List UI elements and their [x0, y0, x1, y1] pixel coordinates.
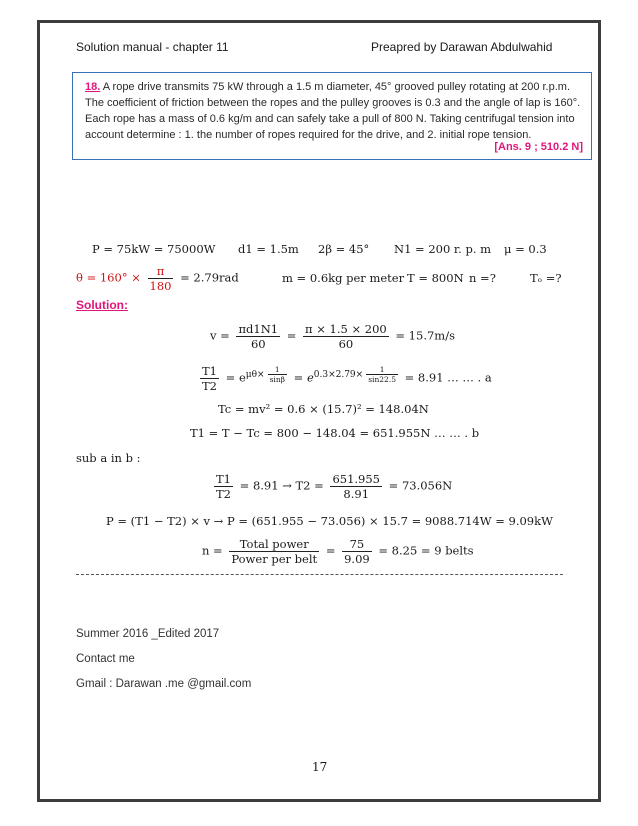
- t2-mid: = 8.91 → T2 =: [239, 478, 324, 493]
- ratio-exp2-den: sin22.5: [368, 374, 396, 384]
- ratio-e2: = e: [293, 370, 314, 385]
- eq-t2: [211, 472, 452, 501]
- n-lhs: n =: [202, 543, 223, 558]
- ratio-num: T1: [202, 364, 217, 378]
- theta-rhs: = 2.79rad: [180, 270, 239, 285]
- t2-den2: 8.91: [343, 487, 370, 501]
- given-diameter: d1 = 1.5m: [238, 242, 299, 256]
- problem-statement-box: [72, 72, 592, 160]
- t2-rhs: = 73.056N: [388, 478, 453, 493]
- eq-t1: T1 = T − Tc = 800 − 148.04 = 651.955N … … . b: [190, 426, 480, 440]
- divider: [76, 574, 563, 575]
- ratio-e1: = e: [225, 370, 246, 385]
- ratio-exp1: μθ×: [245, 369, 265, 380]
- theta-lhs: θ = 160° ×: [76, 270, 141, 285]
- n-num2: 75: [342, 537, 372, 552]
- theta-pi: π: [148, 264, 174, 279]
- ratio-den: T2: [202, 379, 217, 393]
- page-number: 17: [312, 760, 328, 774]
- given-power: P = 75kW = 75000W: [92, 242, 216, 256]
- header-chapter: Solution manual - chapter 11: [76, 40, 229, 54]
- given-n: n =?: [469, 271, 496, 285]
- v-num1: πd1N1: [238, 322, 279, 336]
- problem-text: A rope drive transmits 75 kW through a 1.5 m diameter, 45° grooved pulley rotating at 200 r.p.m. The coefficient of friction between the ropes and the pulley grooves is 0.3 and the angle of lap is 160°. Each rope has a mass of 0.6 kg/m and can safely take a pull of 800 N. Taking centrifugal tension into account determine : 1. the number of ropes required for the drive, and 2. initial rope tension.: [85, 81, 581, 141]
- v-num2: π × 1.5 × 200: [305, 322, 387, 336]
- eq-centrifugal: Tc = mv² = 0.6 × (15.7)² = 148.04N: [218, 402, 429, 416]
- n-den: Power per belt: [231, 552, 318, 566]
- given-mass: m = 0.6kg per meter: [282, 271, 405, 285]
- v-lhs: v =: [210, 328, 230, 343]
- problem-number: 18.: [85, 81, 101, 93]
- given-tension: T = 800N: [407, 271, 464, 285]
- given-friction: μ = 0.3: [504, 242, 547, 256]
- ratio-exp2: 0.3×2.79×: [313, 369, 364, 380]
- given-lap-angle: [76, 264, 239, 293]
- t2-num2: 651.955: [332, 472, 380, 486]
- given-groove-angle: 2β = 45°: [318, 242, 370, 256]
- eq-tension-ratio: [197, 364, 492, 393]
- eq-number-of-belts: [202, 537, 474, 566]
- eq-velocity: [210, 322, 455, 351]
- t2-den: T2: [216, 487, 231, 501]
- t2-num: T1: [216, 472, 231, 486]
- n-num: Total power: [229, 537, 319, 552]
- theta-180: 180: [149, 279, 172, 293]
- ratio-exp2-num: 1: [366, 365, 398, 375]
- sub-line: sub a in b :: [76, 451, 141, 465]
- footer-edited: Summer 2016 _Edited 2017: [76, 628, 220, 640]
- ratio-exp1-num: 1: [268, 365, 287, 375]
- v-den1: 60: [250, 337, 266, 351]
- footer-gmail: Gmail : Darawan .me @gmail.com: [76, 678, 252, 690]
- footer-contact: Contact me: [76, 653, 135, 665]
- v-den2: 60: [338, 337, 354, 351]
- eq-power: P = (T1 − T2) × v → P = (651.955 − 73.056) × 15.7 = 9088.714W = 9.09kW: [106, 514, 553, 528]
- n-den2: 9.09: [344, 552, 370, 566]
- v-rhs: = 15.7m/s: [395, 328, 455, 343]
- given-speed: N1 = 200 r. p. m: [394, 242, 492, 256]
- solution-label: Solution:: [76, 298, 128, 312]
- problem-answer: [Ans. 9 ; 510.2 N]: [494, 141, 583, 153]
- v-eq: =: [286, 328, 297, 343]
- given-to: Tₒ =?: [530, 271, 562, 285]
- ratio-rhs: = 8.91 … … . a: [404, 370, 492, 385]
- n-rhs: = 8.25 = 9 belts: [378, 543, 474, 558]
- header-author: Preapred by Darawan Abdulwahid: [371, 40, 553, 54]
- ratio-exp1-den: sinβ: [269, 374, 285, 384]
- n-eq: =: [325, 543, 336, 558]
